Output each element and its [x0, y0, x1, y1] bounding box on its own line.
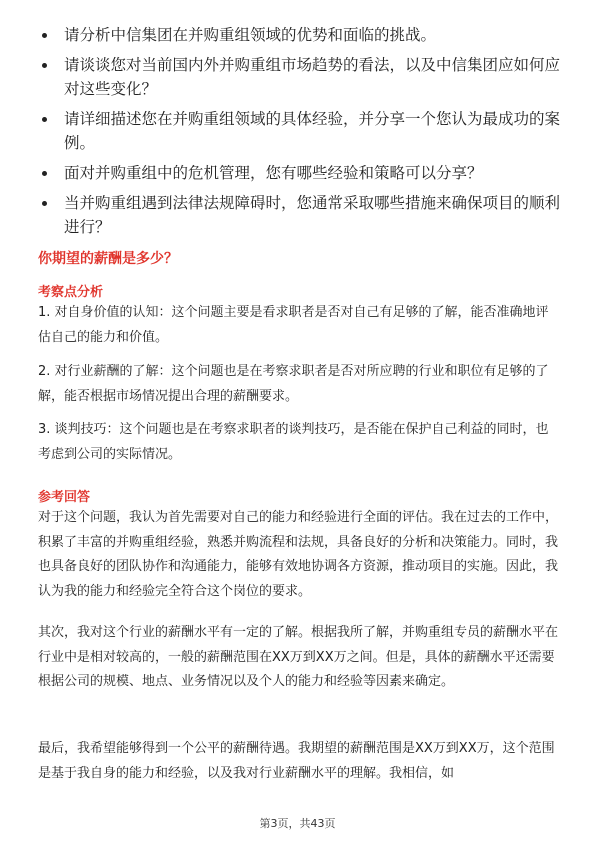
question-title: 你期望的薪酬是多少？	[38, 251, 178, 267]
list-item: 请谈谈您对当前国内外并购重组市场趋势的看法，以及中信集团应如何应对这些变化？	[38, 53, 563, 101]
analysis-item: 3. 谈判技巧：这个问题也是在考察求职者的谈判技巧，是否能在保护自己利益的同时，也考虑到公司的实际情况。	[38, 422, 549, 462]
answer-heading: 参考回答	[38, 490, 91, 505]
analysis-heading: 考察点分析	[38, 285, 104, 300]
list-item: 当并购重组遇到法律法规障碍时，您通常采取哪些措施来确保项目的顺利进行？	[38, 191, 563, 239]
answer-paragraph: 最后，我希望能够得到一个公平的薪酬待遇。我期望的薪酬范围是XX万到XX万，这个范围是基于我自身的能力和经验，以及我对行业薪酬水平的理解。我相信，如	[38, 741, 555, 781]
list-item: 请分析中信集团在并购重组领域的优势和面临的挑战。	[38, 23, 563, 47]
question-list	[38, 23, 563, 245]
analysis-item: 2. 对行业薪酬的了解：这个问题也是在考察求职者是否对所应聘的行业和职位有足够的了解，能否根据市场情况提出合理的薪酬要求。	[38, 364, 549, 404]
page-number: 第3页，共43页	[259, 817, 336, 830]
list-item: 面对并购重组中的危机管理，您有哪些经验和策略可以分享？	[38, 161, 563, 185]
analysis-item: 1. 对自身价值的认知：这个问题主要是看求职者是否对自己有足够的了解，能否准确地评估自己的能力和价值。	[38, 305, 549, 345]
answer-paragraph: 其次，我对这个行业的薪酬水平有一定的了解。根据我所了解，并购重组专员的薪酬水平在行业中是相对较高的，一般的薪酬范围在XX万到XX万之间。但是，具体的薪酬水平还需要根据公司的规模、地点、业务情况以及个人的能力和经验等因素来确定。	[38, 625, 559, 689]
list-item: 请详细描述您在并购重组领域的具体经验，并分享一个您认为最成功的案例。	[38, 107, 563, 155]
answer-paragraph: 对于这个问题，我认为首先需要对自己的能力和经验进行全面的评估。我在过去的工作中，积累了丰富的并购重组经验，熟悉并购流程和法规，具备良好的分析和决策能力。同时，我也具备良好的团队协作和沟通能力，能够有效地协调各方资源，推动项目的实施。因此，我认为我的能力和经验完全符合这个岗位的要求。	[38, 510, 559, 599]
